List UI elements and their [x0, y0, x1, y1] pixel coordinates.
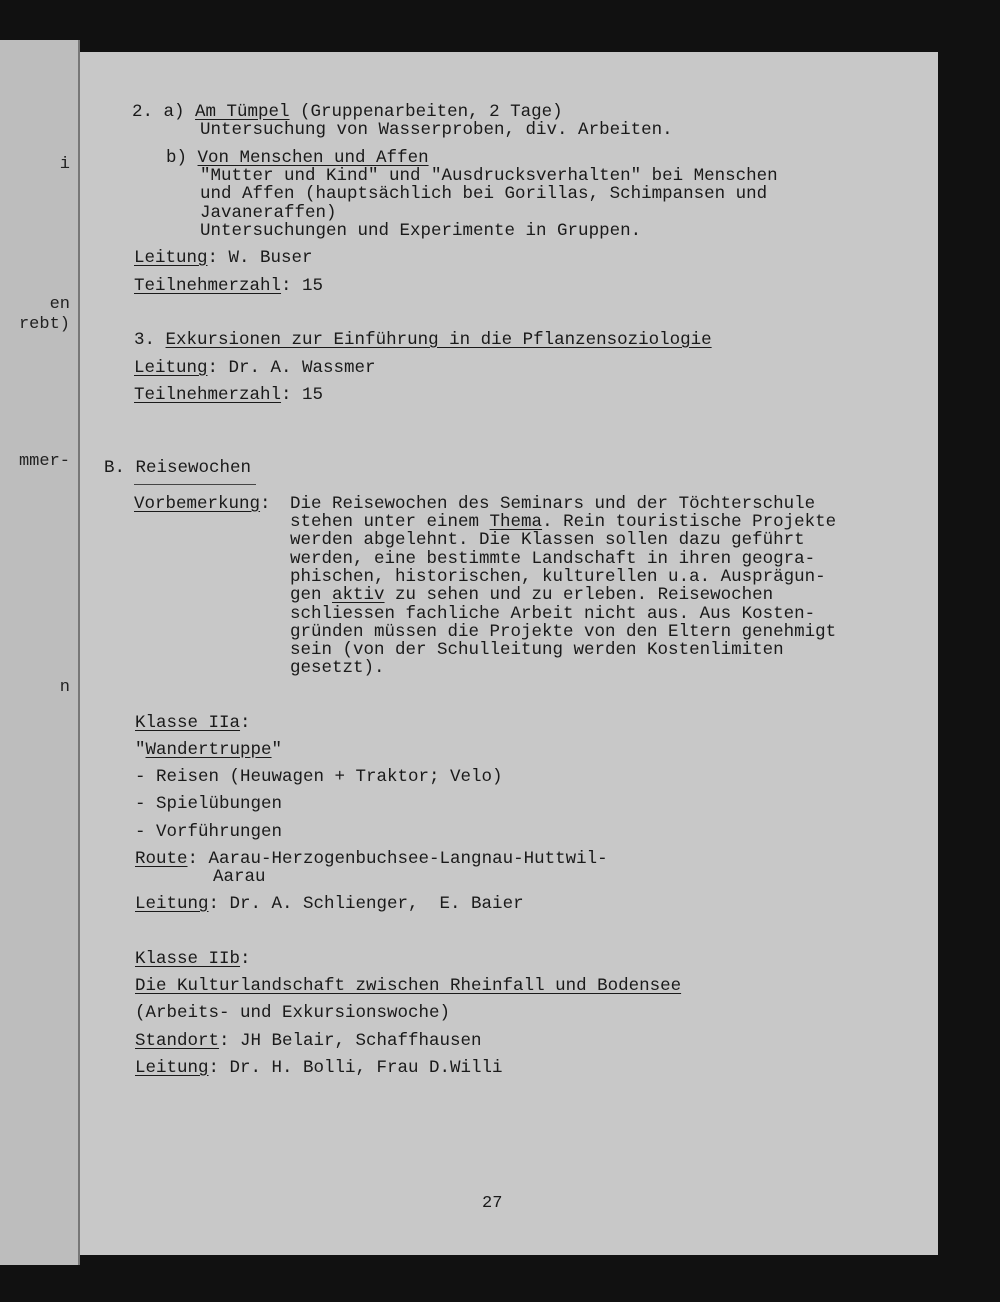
- klasse-iib-subtitle: (Arbeits- und Exkursionswoche): [135, 1003, 451, 1023]
- leitung-1: Leitung: W. Buser: [134, 248, 313, 268]
- left-page-edge: [0, 40, 80, 1265]
- teilnehmerzahl-1: Teilnehmerzahl: 15: [134, 276, 324, 296]
- margin-fragment: rebt): [18, 315, 70, 334]
- klasse-iia-title: "Wandertruppe": [135, 740, 283, 760]
- item-2b-text: Untersuchungen und Experimente in Gruppen.: [200, 221, 642, 241]
- document-page: [80, 52, 938, 1255]
- klasse-iib-heading: Klasse IIb:: [135, 949, 251, 969]
- klasse-iia-heading: Klasse IIa:: [135, 713, 251, 733]
- vorbemerkung-label: Vorbemerkung:: [134, 494, 271, 514]
- vorbemerkung-text: stehen unter einem Thema. Rein touristische Projekte: [290, 512, 837, 532]
- margin-fragment: en: [49, 295, 70, 314]
- route-line: Route: Aarau-Herzogenbuchsee-Langnau-Huttwil-: [135, 849, 608, 869]
- vorbemerkung-text: gesetzt).: [290, 658, 385, 678]
- item-2b-text: und Affen (hauptsächlich bei Gorillas, Schimpansen und: [200, 184, 768, 204]
- section-b-heading: B. Reisewochen: [104, 458, 252, 478]
- standort-line: Standort: JH Belair, Schaffhausen: [135, 1031, 482, 1051]
- list-item: - Spielübungen: [135, 794, 283, 814]
- item-2b-line: b) Von Menschen und Affen: [166, 148, 429, 168]
- margin-fragment: i: [59, 155, 70, 174]
- leitung-iia: Leitung: Dr. A. Schlienger, E. Baier: [135, 894, 524, 914]
- vorbemerkung-text: gründen müssen die Projekte von den Eltern genehmigt: [290, 622, 837, 642]
- item-2b-text: "Mutter und Kind" und "Ausdrucksverhalten" bei Menschen: [200, 166, 778, 186]
- leitung-iib: Leitung: Dr. H. Bolli, Frau D.Willi: [135, 1058, 503, 1078]
- heading-rule: [134, 484, 256, 485]
- leitung-2: Leitung: Dr. A. Wassmer: [134, 358, 376, 378]
- item-2b-text: Javaneraffen): [200, 203, 337, 223]
- vorbemerkung-text: Die Reisewochen des Seminars und der Töchterschule: [290, 494, 816, 514]
- teilnehmerzahl-2: Teilnehmerzahl: 15: [134, 385, 324, 405]
- vorbemerkung-text: schliessen fachliche Arbeit nicht aus. Aus Kosten-: [290, 604, 816, 624]
- list-item: - Reisen (Heuwagen + Traktor; Velo): [135, 767, 503, 787]
- margin-fragment: n: [59, 678, 70, 697]
- route-line-2: Aarau: [213, 867, 266, 887]
- margin-fragment: mmer-: [18, 452, 70, 471]
- list-item: - Vorführungen: [135, 822, 283, 842]
- klasse-iib-title: Die Kulturlandschaft zwischen Rheinfall und Bodensee: [135, 976, 682, 996]
- vorbemerkung-text: werden abgelehnt. Die Klassen sollen dazu geführt: [290, 530, 805, 550]
- vorbemerkung-text: sein (von der Schulleitung werden Kostenlimiten: [290, 640, 784, 660]
- page-number: 27: [482, 1194, 503, 1213]
- vorbemerkung-text: phischen, historischen, kulturellen u.a. Ausprägun-: [290, 567, 826, 587]
- item-3-line: 3. Exkursionen zur Einführung in die Pflanzensoziologie: [134, 330, 712, 350]
- vorbemerkung-text: gen aktiv zu sehen und zu erleben. Reisewochen: [290, 585, 774, 605]
- vorbemerkung-text: werden, eine bestimmte Landschaft in ihren geogra-: [290, 549, 816, 569]
- item-2a-description: Untersuchung von Wasserproben, div. Arbeiten.: [200, 120, 673, 140]
- item-2a-line: 2. a) Am Tümpel (Gruppenarbeiten, 2 Tage): [132, 102, 563, 122]
